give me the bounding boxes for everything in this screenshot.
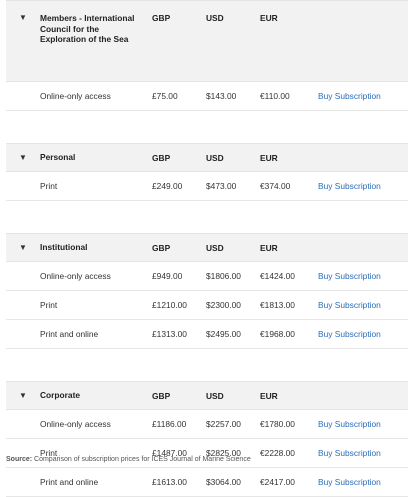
price-row — [6, 291, 408, 320]
group-gap — [6, 349, 408, 382]
price-row — [6, 410, 408, 439]
access-type: Print and online — [40, 468, 152, 497]
price-row — [6, 320, 408, 349]
group-gap — [6, 201, 408, 234]
price-eur: €374.00 — [260, 172, 318, 201]
access-type: Print and online — [40, 320, 152, 349]
column-header-eur: EUR — [260, 144, 318, 172]
access-type: Print — [40, 439, 152, 468]
header-empty-cell — [318, 234, 408, 262]
buy-subscription-link[interactable]: Buy Subscription — [318, 271, 381, 281]
buy-subscription-link[interactable]: Buy Subscription — [318, 329, 381, 339]
gap-cell — [6, 201, 408, 234]
price-row — [6, 439, 408, 468]
row-spacer-cell — [6, 262, 40, 291]
buy-subscription-link[interactable]: Buy Subscription — [318, 477, 381, 487]
buy-cell — [318, 439, 408, 468]
group-header-personal[interactable] — [6, 144, 408, 172]
group-title: Personal — [40, 144, 152, 172]
buy-subscription-link[interactable]: Buy Subscription — [318, 300, 381, 310]
buy-subscription-link[interactable]: Buy Subscription — [318, 419, 381, 429]
price-gbp: £249.00 — [152, 172, 206, 201]
row-spacer-cell — [6, 172, 40, 201]
price-row — [6, 262, 408, 291]
buy-cell — [318, 320, 408, 349]
collapse-toggle-icon[interactable]: ▼ — [6, 1, 40, 82]
buy-subscription-link[interactable]: Buy Subscription — [318, 91, 381, 101]
subscription-pricing — [6, 0, 408, 497]
row-spacer-cell — [6, 320, 40, 349]
source-label: Source: — [6, 456, 33, 463]
row-spacer-cell — [6, 439, 40, 468]
collapse-toggle-icon[interactable]: ▼ — [6, 234, 40, 262]
column-header-gbp: GBP — [152, 234, 206, 262]
price-gbp: £1313.00 — [152, 320, 206, 349]
price-gbp: £1487.00 — [152, 439, 206, 468]
collapse-toggle-icon[interactable]: ▼ — [6, 144, 40, 172]
buy-cell — [318, 262, 408, 291]
price-gbp: £949.00 — [152, 262, 206, 291]
pricing-table — [6, 0, 408, 497]
price-eur: €1968.00 — [260, 320, 318, 349]
access-type: Online-only access — [40, 82, 152, 111]
column-header-gbp: GBP — [152, 1, 206, 82]
price-gbp: £1210.00 — [152, 291, 206, 320]
price-usd: $3064.00 — [206, 468, 260, 497]
buy-cell — [318, 468, 408, 497]
price-row — [6, 468, 408, 497]
column-header-eur: EUR — [260, 382, 318, 410]
price-row — [6, 172, 408, 201]
price-eur: €2417.00 — [260, 468, 318, 497]
group-header-institutional[interactable] — [6, 234, 408, 262]
buy-cell — [318, 291, 408, 320]
source-caption — [6, 456, 251, 463]
row-spacer-cell — [6, 291, 40, 320]
buy-subscription-link[interactable]: Buy Subscription — [318, 448, 381, 458]
buy-cell — [318, 82, 408, 111]
column-header-eur: EUR — [260, 1, 318, 82]
gap-cell — [6, 111, 408, 144]
column-header-gbp: GBP — [152, 144, 206, 172]
price-eur: €1813.00 — [260, 291, 318, 320]
row-spacer-cell — [6, 410, 40, 439]
column-header-gbp: GBP — [152, 382, 206, 410]
column-header-usd: USD — [206, 382, 260, 410]
buy-cell — [318, 172, 408, 201]
row-spacer-cell — [6, 468, 40, 497]
price-usd: $1806.00 — [206, 262, 260, 291]
header-empty-cell — [318, 382, 408, 410]
price-eur: €2228.00 — [260, 439, 318, 468]
group-header-corporate[interactable] — [6, 382, 408, 410]
price-usd: $2495.00 — [206, 320, 260, 349]
group-title: Corporate — [40, 382, 152, 410]
buy-cell — [318, 410, 408, 439]
group-gap — [6, 111, 408, 144]
price-usd: $2257.00 — [206, 410, 260, 439]
price-eur: €110.00 — [260, 82, 318, 111]
price-eur: €1780.00 — [260, 410, 318, 439]
price-usd: $2300.00 — [206, 291, 260, 320]
column-header-eur: EUR — [260, 234, 318, 262]
access-type: Print — [40, 291, 152, 320]
header-empty-cell — [318, 144, 408, 172]
column-header-usd: USD — [206, 1, 260, 82]
price-usd: $143.00 — [206, 82, 260, 111]
price-gbp: £1613.00 — [152, 468, 206, 497]
row-spacer-cell — [6, 82, 40, 111]
collapse-toggle-icon[interactable]: ▼ — [6, 382, 40, 410]
group-title: Members - International Council for the Exploration of the Sea — [40, 1, 152, 82]
price-usd: $2825.00 — [206, 439, 260, 468]
access-type: Online-only access — [40, 262, 152, 291]
buy-subscription-link[interactable]: Buy Subscription — [318, 181, 381, 191]
column-header-usd: USD — [206, 144, 260, 172]
price-eur: €1424.00 — [260, 262, 318, 291]
access-type: Print — [40, 172, 152, 201]
price-usd: $473.00 — [206, 172, 260, 201]
group-title: Institutional — [40, 234, 152, 262]
price-row — [6, 82, 408, 111]
group-header-members[interactable] — [6, 1, 408, 82]
access-type: Online-only access — [40, 410, 152, 439]
price-gbp: £75.00 — [152, 82, 206, 111]
source-text: Comparison of subscription prices for ICES Journal of Marine Science — [34, 456, 251, 463]
gap-cell — [6, 349, 408, 382]
header-empty-cell — [318, 1, 408, 82]
price-gbp: £1186.00 — [152, 410, 206, 439]
column-header-usd: USD — [206, 234, 260, 262]
